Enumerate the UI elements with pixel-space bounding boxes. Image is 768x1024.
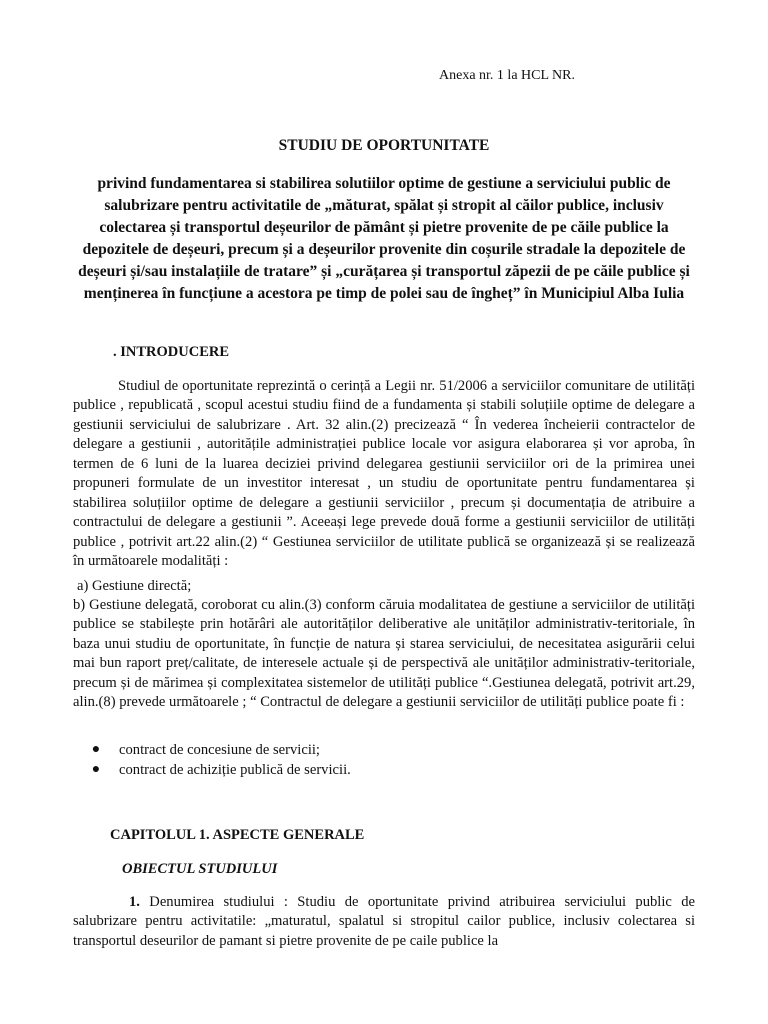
introduction-heading: . INTRODUCERE [113, 344, 230, 360]
list-item [73, 760, 695, 780]
bullet-icon: ● [91, 742, 101, 757]
item-number: 1. [129, 894, 140, 910]
management-option-direct: a) Gestiune directă; [77, 578, 192, 594]
list-item-text: contract de achiziție publică de servicii. [119, 762, 351, 778]
section-heading-objective: OBIECTUL STUDIULUI [122, 861, 278, 877]
chapter-heading: CAPITOLUL 1. ASPECTE GENERALE [110, 827, 365, 843]
item-text: Denumirea studiului : Studiu de oportunitate privind atribuirea serviciului public de salubrizare pentru activitatile: „maturatul, spalatul si stropitul cailor publice, inclusiv colectarea si transportul deseurilor de pamant si pietre provenite de pe caile publice la [73, 894, 695, 949]
list-item-text: contract de concesiune de servicii; [119, 742, 320, 758]
study-name-paragraph [73, 893, 695, 951]
management-option-delegated: b) Gestiune delegată, coroborat cu alin.(3) conform căruia modalitatea de gestiune a serviciilor de utilități publice se stabilește prin hotărâri ale autorităților deliberative ale unităților administrativ-teritoriale, în baza unui studiu de oportunitate, în funcție de natura și starea serviciului, de necesitatea asigurării celui mai bun raport preț/calitate, de interesele actuale și de perspectivă ale unităților administrativ-teritoriale, precum și de mărimea și complexitatea sistemelor de utilități publice “.Gestiunea delegată, potrivit art.29, alin.(8) prevede următoarele ; “ Contractul de delegare a gestiunii serviciilor de utilități publice poate fi : [73, 597, 695, 711]
contract-types-list [73, 740, 695, 780]
document-subtitle: privind fundamentarea si stabilirea solutiilor optime de gestiune a serviciului public de salubrizare pentru activitatile de „măturat, spălat și stropit al căilor publice, inclusiv colectarea și transportul deșeurilor de pământ și pietre provenite de pe căile publice la depozitele de deșeuri, precum și a deșeurilor provenite din coșurile stradale la depozitele de deșeuri și/sau instalațiile de tratare” și „curățarea și transportul zăpezii de pe căile publice și menținerea în funcțiune a acestora pe timp de polei sau de îngheț” în Municipiul Alba Iulia [78, 175, 690, 302]
introduction-paragraph: Studiul de oportunitate reprezintă o cerință a Legii nr. 51/2006 a serviciilor comunitare de utilități publice , republicată , scopul acestui studiu fiind de a fundamenta și stabili soluțiile optime de delegare a gestiunii serviciului de salubrizare . Art. 32 alin.(2) precizează “ În vederea încheierii contractelor de delegare a gestiunii , autoritățile administrației publice locale vor asigura elaborarea și vor aproba, în termen de 6 luni de la luarea deciziei privind delegarea gestiunii serviciilor ori de la primirea unei propuneri formulate de un investitor interesat , un studiu de oportunitate pentru fundamentarea și stabilirea soluțiilor optime de delegare a gestiunii serviciilor , precum și documentația de atribuire a contractului de delegare a gestiunii ”. Aceeași lege prevede două forme a gestiunii serviciilor de utilități publice , potrivit art.22 alin.(2) “ Gestiunea serviciilor de utilitate publică se organizează și se realizează în următoarele modalități : [73, 378, 695, 570]
document-title: STUDIU DE OPORTUNITATE [278, 137, 490, 154]
list-item [73, 740, 695, 760]
bullet-icon: ● [91, 762, 101, 777]
annex-reference: Anexa nr. 1 la HCL NR. [439, 68, 575, 83]
